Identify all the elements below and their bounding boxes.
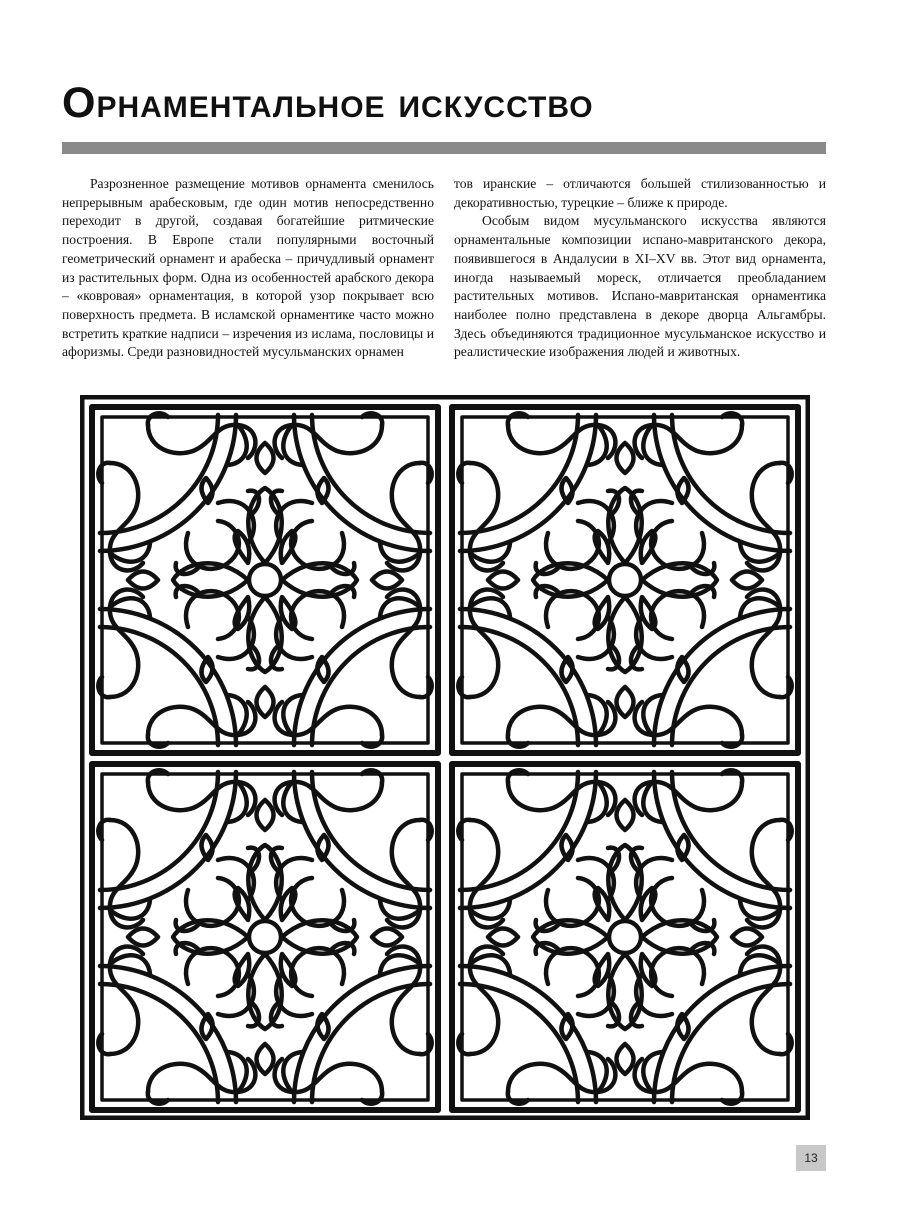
page-title: Орнаментальное искусство: [62, 79, 594, 127]
ornament-tile: [452, 407, 798, 753]
ornament-tile-illustration: [80, 395, 810, 1120]
paragraph: Особым видом мусульманского искусства являются орнаментальные композиции испано-мавританского декора, появившегося в Андалусии в XI–XV вв. Этот вид орнамента, иногда называемый мореск, отличается преобладанием растительных мотивов. Испано-мавританская орнаментика наиболее полно представлена в декоре дворца Альгамбры. Здесь объединяются традиционное мусульманское искусство и реалистические изображения людей и животных.: [454, 213, 826, 360]
ornament-outer-frame: [82, 397, 808, 1118]
title-underline-bar: [62, 142, 826, 154]
text-column-right: [454, 175, 826, 362]
paragraph-continued: тов иранские – отличаются большей стилизованностью и декоративностью, турецкие – ближе к природе.: [454, 176, 826, 210]
ornament-tile: [92, 407, 438, 753]
text-column-left: [62, 175, 434, 362]
ornament-tile: [92, 764, 438, 1110]
page-number: 13: [796, 1145, 826, 1171]
ornament-tile: [452, 764, 798, 1110]
paragraph: Разрозненное размещение мотивов орнамента сменилось непрерывным арабесковым, где один мотив непосредственно переходит в другой, создавая богатейшие ритмические построения. В Европе стали популярными восточный геометрический орнамент и арабеска – причудливый орнамент из растительных форм. Одна из особенностей арабского декора – «ковровая» орнаментация, в которой узор покрывает всю поверхность предмета. В исламской орнаментике часто можно встретить краткие надписи – изречения из ислама, пословицы и афоризмы. Среди разновидностей мусульманских орнамен: [62, 176, 434, 360]
